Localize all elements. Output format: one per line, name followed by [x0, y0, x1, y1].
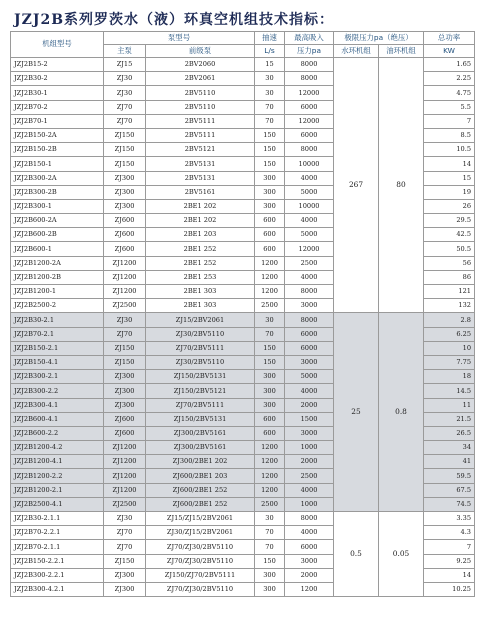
table-row — [11, 313, 475, 327]
inlet-pressure-cell: 3000 — [285, 299, 334, 313]
model-cell: JZJ2B300-2.2.1 — [11, 568, 104, 582]
main-pump-cell: ZJ1200 — [104, 256, 146, 270]
inlet-pressure-cell: 8000 — [285, 313, 334, 327]
power-cell: 74.5 — [424, 497, 475, 511]
inlet-pressure-cell: 2500 — [285, 469, 334, 483]
fore-pump-cell: 2BE1 252 — [146, 256, 255, 270]
fore-pump-cell: ZJ70/ZJ30/2BV5110 — [146, 554, 255, 568]
power-cell: 14 — [424, 568, 475, 582]
speed-cell: 300 — [255, 568, 285, 582]
fore-pump-cell: ZJ150/2BV5131 — [146, 412, 255, 426]
power-cell: 26.5 — [424, 426, 475, 440]
main-pump-cell: ZJ1200 — [104, 441, 146, 455]
table-row — [11, 512, 475, 526]
power-cell: 15 — [424, 171, 475, 185]
model-cell: JZJ2B70-2 — [11, 100, 104, 114]
power-cell: 42.5 — [424, 228, 475, 242]
main-pump-cell: ZJ300 — [104, 568, 146, 582]
model-cell: JZJ2B1200-4.1 — [11, 455, 104, 469]
fore-pump-cell: 2BV5121 — [146, 143, 255, 157]
model-cell: JZJ2B150-2B — [11, 143, 104, 157]
main-pump-cell: ZJ150 — [104, 341, 146, 355]
fore-pump-cell: 2BE1 303 — [146, 299, 255, 313]
speed-cell: 30 — [255, 313, 285, 327]
main-pump-cell: ZJ70 — [104, 327, 146, 341]
power-cell: 4.75 — [424, 86, 475, 100]
model-cell: JZJ2B150-2A — [11, 128, 104, 142]
fore-pump-cell: 2BE1 303 — [146, 285, 255, 299]
main-pump-cell: ZJ150 — [104, 157, 146, 171]
model-cell: JZJ2B70-2.1 — [11, 327, 104, 341]
main-pump-cell: ZJ150 — [104, 554, 146, 568]
inlet-pressure-cell: 6000 — [285, 128, 334, 142]
header-inlet: 最高吸入 — [285, 32, 334, 45]
model-cell: JZJ2B600-2B — [11, 228, 104, 242]
main-pump-cell: ZJ300 — [104, 370, 146, 384]
inlet-pressure-cell: 12000 — [285, 242, 334, 256]
main-pump-cell: ZJ150 — [104, 128, 146, 142]
fore-pump-cell: 2BE1 253 — [146, 270, 255, 284]
inlet-pressure-cell: 5000 — [285, 185, 334, 199]
fore-pump-cell: ZJ150/2BV5131 — [146, 370, 255, 384]
speed-cell: 70 — [255, 526, 285, 540]
model-cell: JZJ2B15-2 — [11, 58, 104, 72]
main-pump-cell: ZJ1200 — [104, 469, 146, 483]
inlet-pressure-cell: 8000 — [285, 512, 334, 526]
power-cell: 10.25 — [424, 582, 475, 596]
fore-pump-cell: 2BE1 202 — [146, 199, 255, 213]
model-cell: JZJ2B30-2.1.1 — [11, 512, 104, 526]
inlet-pressure-cell: 2000 — [285, 398, 334, 412]
model-cell: JZJ2B300-4.1 — [11, 398, 104, 412]
fore-pump-cell: ZJ150/2BV5121 — [146, 384, 255, 398]
inlet-pressure-cell: 8000 — [285, 72, 334, 86]
power-cell: 11 — [424, 398, 475, 412]
model-cell: JZJ2B70-2.2.1 — [11, 526, 104, 540]
model-cell: JZJ2B300-2A — [11, 171, 104, 185]
model-cell: JZJ2B150-4.1 — [11, 355, 104, 369]
fore-pump-cell: ZJ150/ZJ70/2BV5111 — [146, 568, 255, 582]
speed-cell: 150 — [255, 554, 285, 568]
inlet-pressure-cell: 6000 — [285, 341, 334, 355]
main-pump-cell: ZJ300 — [104, 199, 146, 213]
speed-cell: 70 — [255, 327, 285, 341]
model-cell: JZJ2B30-2.1 — [11, 313, 104, 327]
fore-pump-cell: ZJ30/2BV5110 — [146, 355, 255, 369]
fore-pump-cell: ZJ300/2BV5161 — [146, 441, 255, 455]
inlet-pressure-cell: 4000 — [285, 171, 334, 185]
header-speed: 抽速 — [255, 32, 285, 45]
main-pump-cell: ZJ30 — [104, 512, 146, 526]
speed-cell: 600 — [255, 242, 285, 256]
model-cell: JZJ2B1200-4.2 — [11, 441, 104, 455]
fore-pump-cell: ZJ300/2BV5161 — [146, 426, 255, 440]
fore-pump-cell: ZJ70/ZJ30/2BV5110 — [146, 582, 255, 596]
speed-cell: 2500 — [255, 497, 285, 511]
model-cell: JZJ2B150-1 — [11, 157, 104, 171]
fore-pump-cell: 2BV5161 — [146, 185, 255, 199]
main-pump-cell: ZJ150 — [104, 355, 146, 369]
power-cell: 7 — [424, 114, 475, 128]
main-pump-cell: ZJ70 — [104, 114, 146, 128]
speed-cell: 30 — [255, 512, 285, 526]
inlet-pressure-cell: 4000 — [285, 526, 334, 540]
model-cell: JZJ2B1200-2.2 — [11, 469, 104, 483]
inlet-pressure-cell: 1000 — [285, 441, 334, 455]
power-cell: 10 — [424, 341, 475, 355]
model-cell: JZJ2B600-1 — [11, 242, 104, 256]
speed-cell: 300 — [255, 370, 285, 384]
power-cell: 121 — [424, 285, 475, 299]
model-cell: JZJ2B1200-2B — [11, 270, 104, 284]
power-cell: 7 — [424, 540, 475, 554]
inlet-pressure-cell: 1500 — [285, 412, 334, 426]
main-pump-cell: ZJ70 — [104, 100, 146, 114]
fore-pump-cell: ZJ70/ZJ30/2BV5110 — [146, 540, 255, 554]
model-cell: JZJ2B600-2A — [11, 214, 104, 228]
inlet-pressure-cell: 1200 — [285, 582, 334, 596]
inlet-pressure-cell: 8000 — [285, 285, 334, 299]
model-cell: JZJ2B1200-1 — [11, 285, 104, 299]
power-cell: 19 — [424, 185, 475, 199]
inlet-pressure-cell: 3000 — [285, 554, 334, 568]
inlet-pressure-cell: 8000 — [285, 143, 334, 157]
inlet-pressure-cell: 2500 — [285, 256, 334, 270]
fore-pump-cell: ZJ70/2BV5111 — [146, 398, 255, 412]
speed-cell: 150 — [255, 157, 285, 171]
fore-pump-cell: 2BE1 203 — [146, 228, 255, 242]
power-cell: 4.3 — [424, 526, 475, 540]
speed-cell: 300 — [255, 185, 285, 199]
header-water-ring: 水环机组 — [334, 45, 379, 58]
main-pump-cell: ZJ600 — [104, 214, 146, 228]
header-inlet-unit: 压力pa — [285, 45, 334, 58]
fore-pump-cell: 2BE1 202 — [146, 214, 255, 228]
power-cell: 2.8 — [424, 313, 475, 327]
power-cell: 7.75 — [424, 355, 475, 369]
inlet-pressure-cell: 4000 — [285, 270, 334, 284]
header-main-pump: 主泵 — [104, 45, 146, 58]
speed-cell: 150 — [255, 341, 285, 355]
main-pump-cell: ZJ1200 — [104, 483, 146, 497]
inlet-pressure-cell: 2000 — [285, 455, 334, 469]
header-oil-ring: 油环机组 — [379, 45, 424, 58]
model-cell: JZJ2B30-1 — [11, 86, 104, 100]
fore-pump-cell: ZJ30/ZJ15/2BV2061 — [146, 526, 255, 540]
table-row — [11, 58, 475, 72]
power-cell: 34 — [424, 441, 475, 455]
speed-cell: 150 — [255, 128, 285, 142]
speed-cell: 1200 — [255, 441, 285, 455]
power-cell: 6.25 — [424, 327, 475, 341]
model-cell: JZJ2B300-1 — [11, 199, 104, 213]
inlet-pressure-cell: 10000 — [285, 199, 334, 213]
speed-cell: 30 — [255, 72, 285, 86]
main-pump-cell: ZJ600 — [104, 242, 146, 256]
model-cell: JZJ2B150-2.2.1 — [11, 554, 104, 568]
main-pump-cell: ZJ300 — [104, 384, 146, 398]
fore-pump-cell: ZJ300/2BE1 202 — [146, 455, 255, 469]
power-cell: 3.35 — [424, 512, 475, 526]
inlet-pressure-cell: 2000 — [285, 568, 334, 582]
model-cell: JZJ2B600-4.1 — [11, 412, 104, 426]
power-cell: 50.5 — [424, 242, 475, 256]
speed-cell: 70 — [255, 540, 285, 554]
main-pump-cell: ZJ300 — [104, 185, 146, 199]
spec-table — [10, 31, 475, 597]
speed-cell: 1200 — [255, 285, 285, 299]
main-pump-cell: ZJ30 — [104, 72, 146, 86]
main-pump-cell: ZJ1200 — [104, 285, 146, 299]
speed-cell: 1200 — [255, 455, 285, 469]
main-pump-cell: ZJ600 — [104, 228, 146, 242]
fore-pump-cell: 2BV5110 — [146, 100, 255, 114]
inlet-pressure-cell: 5000 — [285, 370, 334, 384]
inlet-pressure-cell: 12000 — [285, 86, 334, 100]
power-cell: 9.25 — [424, 554, 475, 568]
inlet-pressure-cell: 3000 — [285, 355, 334, 369]
power-cell: 67.5 — [424, 483, 475, 497]
main-pump-cell: ZJ600 — [104, 412, 146, 426]
speed-cell: 300 — [255, 582, 285, 596]
model-cell: JZJ2B300-4.2.1 — [11, 582, 104, 596]
fore-pump-cell: ZJ600/2BE1 252 — [146, 497, 255, 511]
fore-pump-cell: ZJ600/2BE1 203 — [146, 469, 255, 483]
header-row-1 — [11, 32, 475, 45]
main-pump-cell: ZJ2500 — [104, 497, 146, 511]
main-pump-cell: ZJ70 — [104, 526, 146, 540]
inlet-pressure-cell: 8000 — [285, 58, 334, 72]
main-pump-cell: ZJ1200 — [104, 270, 146, 284]
power-cell: 26 — [424, 199, 475, 213]
speed-cell: 300 — [255, 384, 285, 398]
page-title: JZJ2B系列罗茨水（液）环真空机组技术指标： — [14, 12, 335, 28]
header-power: 总功率 — [424, 32, 475, 45]
main-pump-cell: ZJ300 — [104, 171, 146, 185]
speed-cell: 600 — [255, 228, 285, 242]
power-cell: 41 — [424, 455, 475, 469]
speed-cell: 300 — [255, 171, 285, 185]
header-model: 机组型号 — [11, 32, 104, 58]
speed-cell: 15 — [255, 58, 285, 72]
speed-cell: 1200 — [255, 256, 285, 270]
limit-oil-ring-cell: 0.8 — [379, 313, 424, 512]
power-cell: 18 — [424, 370, 475, 384]
limit-oil-ring-cell: 80 — [379, 58, 424, 313]
power-cell: 5.5 — [424, 100, 475, 114]
inlet-pressure-cell: 6000 — [285, 327, 334, 341]
speed-cell: 1200 — [255, 469, 285, 483]
main-pump-cell: ZJ2500 — [104, 299, 146, 313]
speed-cell: 300 — [255, 199, 285, 213]
model-cell: JZJ2B70-2.1.1 — [11, 540, 104, 554]
inlet-pressure-cell: 6000 — [285, 540, 334, 554]
power-cell: 2.25 — [424, 72, 475, 86]
power-cell: 1.65 — [424, 58, 475, 72]
main-pump-cell: ZJ300 — [104, 582, 146, 596]
speed-cell: 30 — [255, 86, 285, 100]
fore-pump-cell: ZJ15/ZJ15/2BV2061 — [146, 512, 255, 526]
power-cell: 86 — [424, 270, 475, 284]
header-limit: 极限压力pa（绝压） — [334, 32, 424, 45]
power-cell: 8.5 — [424, 128, 475, 142]
model-cell: JZJ2B1200-2.1 — [11, 483, 104, 497]
limit-oil-ring-cell: 0.05 — [379, 512, 424, 597]
power-cell: 29.5 — [424, 214, 475, 228]
power-cell: 132 — [424, 299, 475, 313]
fore-pump-cell: ZJ30/2BV5110 — [146, 327, 255, 341]
main-pump-cell: ZJ30 — [104, 313, 146, 327]
header-speed-unit: L/s — [255, 45, 285, 58]
header-power-unit: KW — [424, 45, 475, 58]
fore-pump-cell: ZJ15/2BV2061 — [146, 313, 255, 327]
model-cell: JZJ2B300-2.1 — [11, 370, 104, 384]
speed-cell: 1200 — [255, 270, 285, 284]
speed-cell: 1200 — [255, 483, 285, 497]
model-cell: JZJ2B150-2.1 — [11, 341, 104, 355]
main-pump-cell: ZJ1200 — [104, 455, 146, 469]
inlet-pressure-cell: 12000 — [285, 114, 334, 128]
speed-cell: 600 — [255, 426, 285, 440]
speed-cell: 150 — [255, 143, 285, 157]
power-cell: 14 — [424, 157, 475, 171]
speed-cell: 150 — [255, 355, 285, 369]
model-cell: JZJ2B70-1 — [11, 114, 104, 128]
fore-pump-cell: ZJ70/2BV5111 — [146, 341, 255, 355]
inlet-pressure-cell: 10000 — [285, 157, 334, 171]
inlet-pressure-cell: 4000 — [285, 483, 334, 497]
power-cell: 59.5 — [424, 469, 475, 483]
speed-cell: 600 — [255, 412, 285, 426]
model-cell: JZJ2B300-2B — [11, 185, 104, 199]
model-cell: JZJ2B2500-4.1 — [11, 497, 104, 511]
power-cell: 21.5 — [424, 412, 475, 426]
inlet-pressure-cell: 4000 — [285, 384, 334, 398]
fore-pump-cell: 2BV5111 — [146, 114, 255, 128]
inlet-pressure-cell: 1000 — [285, 497, 334, 511]
main-pump-cell: ZJ300 — [104, 398, 146, 412]
fore-pump-cell: 2BV5131 — [146, 157, 255, 171]
speed-cell: 70 — [255, 100, 285, 114]
model-cell: JZJ2B2500-2 — [11, 299, 104, 313]
speed-cell: 2500 — [255, 299, 285, 313]
main-pump-cell: ZJ15 — [104, 58, 146, 72]
power-cell: 14.5 — [424, 384, 475, 398]
main-pump-cell: ZJ70 — [104, 540, 146, 554]
power-cell: 10.5 — [424, 143, 475, 157]
inlet-pressure-cell: 5000 — [285, 228, 334, 242]
header-fore-pump: 前级泵 — [146, 45, 255, 58]
fore-pump-cell: 2BV2061 — [146, 72, 255, 86]
inlet-pressure-cell: 6000 — [285, 100, 334, 114]
model-cell: JZJ2B300-2.2 — [11, 384, 104, 398]
fore-pump-cell: 2BE1 252 — [146, 242, 255, 256]
main-pump-cell: ZJ600 — [104, 426, 146, 440]
inlet-pressure-cell: 4000 — [285, 214, 334, 228]
fore-pump-cell: 2BV5131 — [146, 171, 255, 185]
fore-pump-cell: ZJ600/2BE1 252 — [146, 483, 255, 497]
speed-cell: 600 — [255, 214, 285, 228]
limit-water-ring-cell: 25 — [334, 313, 379, 512]
model-cell: JZJ2B30-2 — [11, 72, 104, 86]
speed-cell: 70 — [255, 114, 285, 128]
spec-table-body — [11, 58, 475, 597]
fore-pump-cell: 2BV5111 — [146, 128, 255, 142]
header-pump-model: 泵型号 — [104, 32, 255, 45]
model-cell: JZJ2B1200-2A — [11, 256, 104, 270]
limit-water-ring-cell: 0.5 — [334, 512, 379, 597]
model-cell: JZJ2B600-2.2 — [11, 426, 104, 440]
limit-water-ring-cell: 267 — [334, 58, 379, 313]
inlet-pressure-cell: 3000 — [285, 426, 334, 440]
speed-cell: 300 — [255, 398, 285, 412]
main-pump-cell: ZJ30 — [104, 86, 146, 100]
power-cell: 56 — [424, 256, 475, 270]
fore-pump-cell: 2BV2060 — [146, 58, 255, 72]
fore-pump-cell: 2BV5110 — [146, 86, 255, 100]
main-pump-cell: ZJ150 — [104, 143, 146, 157]
